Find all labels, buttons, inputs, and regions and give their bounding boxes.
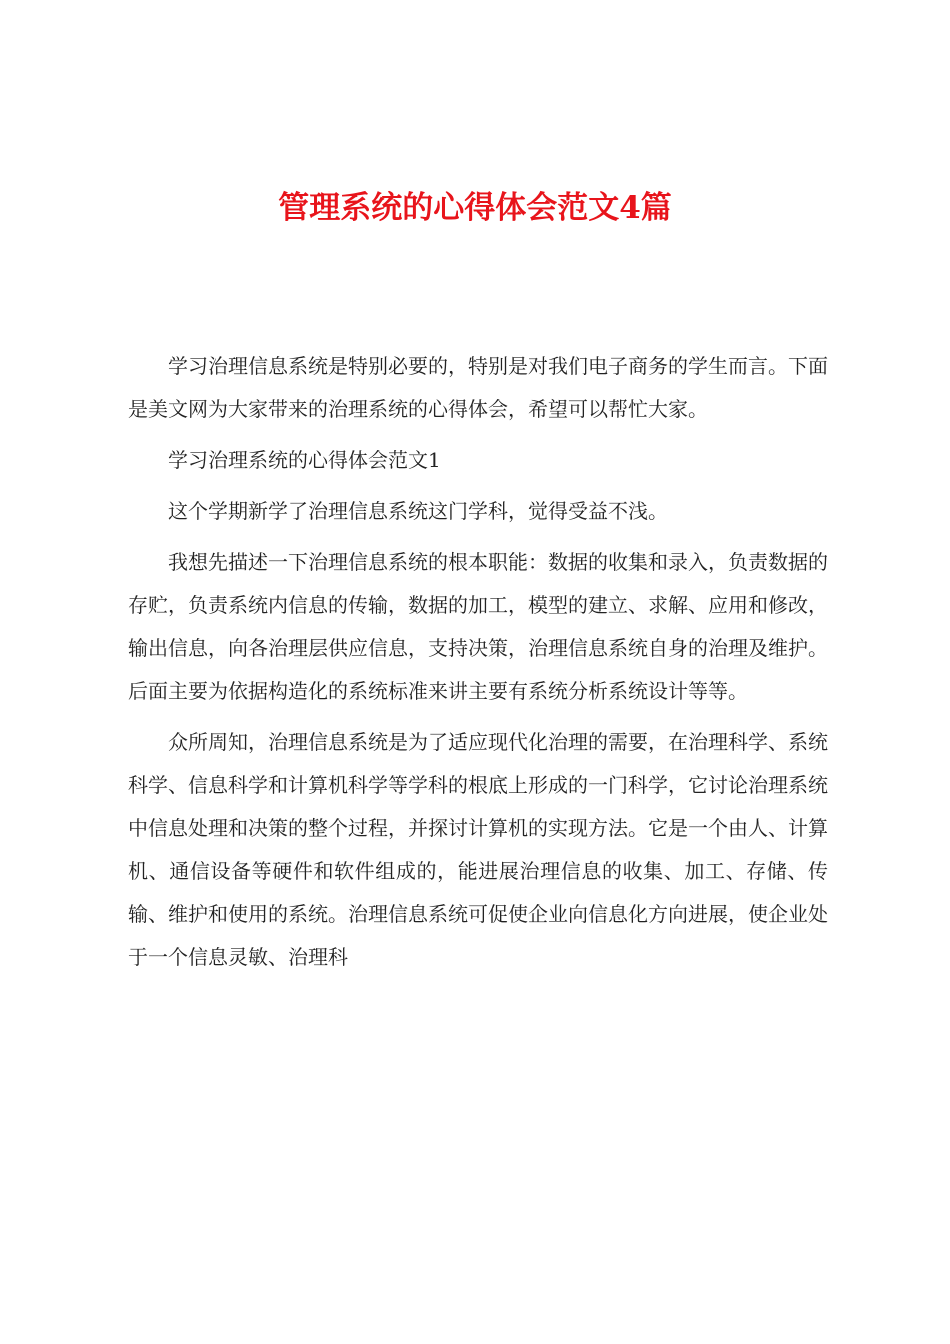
- document-body: [128, 345, 828, 987]
- section-heading: 学习治理系统的心得体会范文1: [168, 448, 441, 472]
- intro-paragraph: 学习治理信息系统是特别必要的，特别是对我们电子商务的学生而言。下面是美文网为大家带来的治理系统的心得体会，希望可以帮忙大家。: [128, 354, 828, 421]
- body-paragraph: 这个学期新学了治理信息系统这门学科，觉得受益不浅。: [168, 499, 668, 523]
- body-paragraph: 我想先描述一下治理信息系统的根本职能：数据的收集和录入，负责数据的存贮，负责系统内信息的传输，数据的加工，模型的建立、求解、应用和修改，输出信息，向各治理层供应信息，支持决策，治理信息系统自身的治理及维护。后面主要为依据构造化的系统标准来讲主要有系统分析系统设计等等。: [128, 550, 828, 703]
- document-title: 管理系统的心得体会范文4篇: [278, 190, 672, 226]
- body-paragraph: 众所周知，治理信息系统是为了适应现代化治理的需要，在治理科学、系统科学、信息科学和计算机科学等学科的根底上形成的一门科学，它讨论治理系统中信息处理和决策的整个过程，并探讨计算机的实现方法。它是一个由人、计算机、通信设备等硬件和软件组成的，能进展治理信息的收集、加工、存储、传输、维护和使用的系统。治理信息系统可促使企业向信息化方向进展，使企业处于一个信息灵敏、治理科: [128, 730, 828, 969]
